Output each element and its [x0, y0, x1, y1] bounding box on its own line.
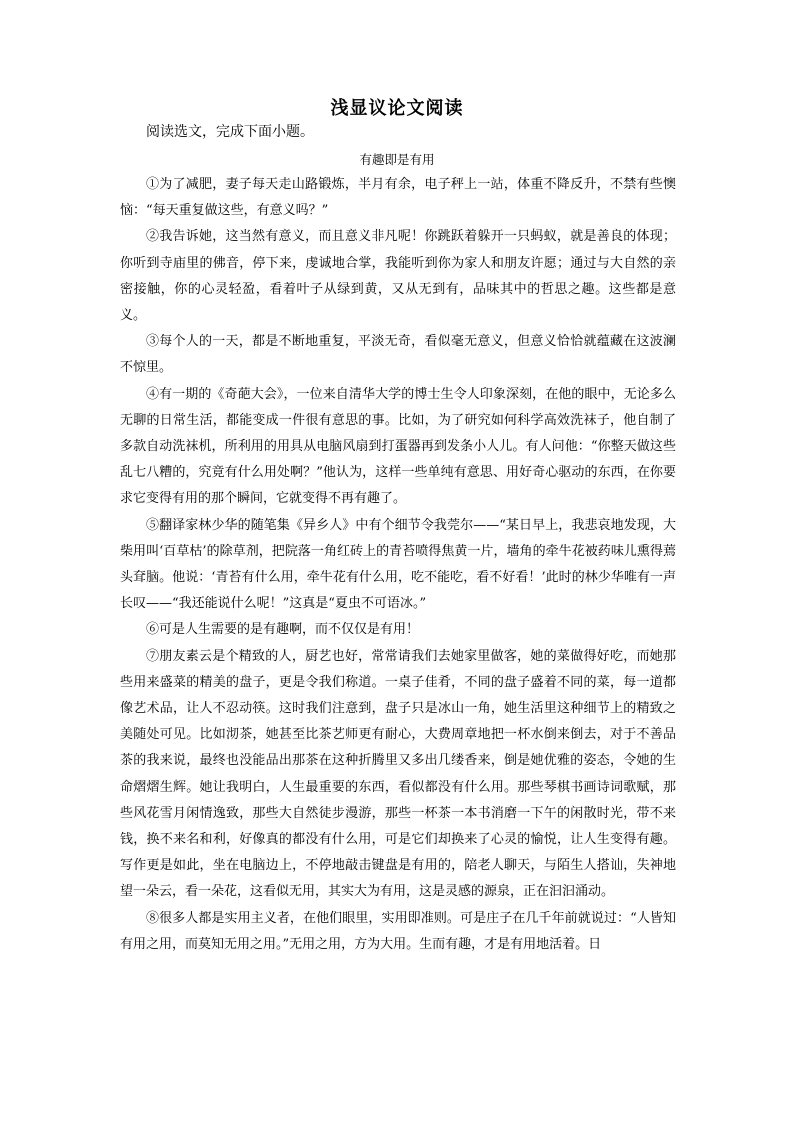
paragraph-2: ②我告诉她，这当然有意义，而且意义非凡呢！你跳跃着躲开一只蚂蚁，就是善良的体现；你听到寺庙里的佛音，停下来，虔诚地合掌，我能听到你为家人和朋友许愿；通过与大自然的亲密接触，你的心灵轻盈，看着叶子从绿到黄，又从无到有，品味其中的哲思之趣。这些都是意义。: [120, 229, 676, 324]
paragraph-1: ①为了减肥，妻子每天走山路锻炼，半月有余，电子秤上一站，体重不降反升，不禁有些懊恼：“每天重复做这些，有意义吗？”: [120, 177, 676, 219]
paragraph-6: ⑥可是人生需要的是有趣啊，而不仅仅是有用！: [146, 622, 420, 638]
paragraph-7: ⑦朋友素云是个精致的人，厨艺也好，常常请我们去她家里做客，她的菜做得好吃，而她那些用来盛菜的精美的盘子，更是令我们称道。一桌子佳肴，不同的盘子盛着不同的菜，每一道都像艺术品，让人不忍动筷。这时我们注意到，盘子只是冰山一角，她生活里这种细节上的精致之美随处可见。比如沏茶，她甚至比茶艺师更有耐心，大费周章地把一杯水倒来倒去，对于不善品茶的我来说，最终也没能品出那茶在这种折腾里又多出几缕香来，倒是她优雅的姿态，令她的生命熠熠生辉。她让我明白，人生最重要的东西，看似都没有什么用。那些琴棋书画诗词歌赋，那些风花雪月闲情逸致，那些大自然徒步漫游，那些一杯茶一本书消磨一下午的闲散时光，带不来钱，换不来名和利，好像真的都没有什么用，可是它们却换来了心灵的愉悦，让人生变得有趣。写作更是如此，坐在电脑边上，不停地敲击键盘是有用的，陪老人聊天，与陌生人搭讪，失神地望一朵云，看一朵花，这看似无用，其实大为有用，这是灵感的源泉，正在汩汩涌动。: [120, 648, 676, 900]
paragraph-3: ③每个人的一天，都是不断地重复，平淡无奇，看似毫无意义，但意义恰恰就蕴藏在这波澜不惊里。: [120, 334, 676, 376]
article-title: 有趣即是有用: [359, 152, 435, 167]
paragraph-5: ⑤翻译家林少华的随笔集《异乡人》中有个细节令我莞尔——“某日早上，我悲哀地发现，大柴用叫‘百草枯’的除草剂，把院落一角红砖上的青苔喷得焦黄一片，墙角的牵牛花被药味儿熏得蔫头耷脑。他说：‘青苔有什么用，牵牛花有什么用，吃不能吃，看不好看！’此时的林少华唯有一声长叹——“我还能说什么呢！”这真是“夏虫不可语冰。”: [120, 517, 676, 612]
page-title: 浅显议论文阅读: [330, 98, 464, 119]
paragraph-8: ⑧很多人都是实用主义者，在他们眼里，实用即准则。可是庄子在几千年前就说过：“人皆知有用之用，而莫知无用之用。”无用之用，方为大用。生而有趣，才是有用地活着。日: [120, 910, 676, 952]
instruction-text: 阅读选文，完成下面小题。: [146, 124, 314, 140]
paragraph-4: ④有一期的《奇葩大会》，一位来自清华大学的博士生令人印象深刻，在他的眼中，无论多么无聊的日常生活，都能变成一件很有意思的事。比如，为了研究如何科学高效洗袜子，他自制了多款自动洗袜机，所利用的用具从电脑风扇到打蛋器再到发条小人儿。有人问他：“你整天做这些乱七八糟的，究竟有什么用处啊？”他认为，这样一些单纯有意思、用好奇心驱动的东西，在你要求它变得有用的那个瞬间，它就变得不再有趣了。: [120, 386, 676, 507]
article-body: [120, 172, 676, 958]
